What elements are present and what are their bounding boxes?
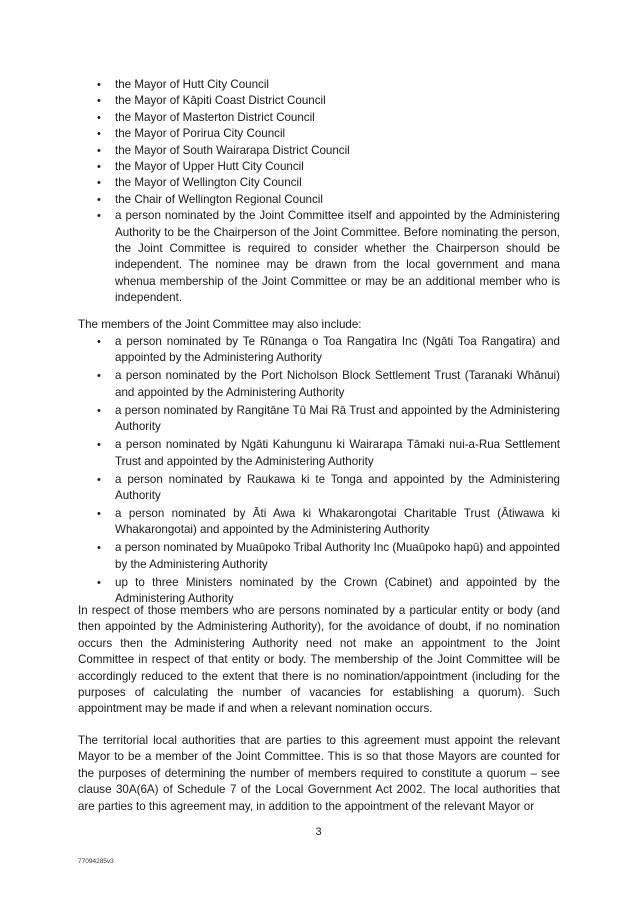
bullet-icon: • <box>97 508 101 521</box>
list-item: • a person nominated by the Port Nicholson Block Settlement Trust (Taranaki Whānui) and appointed by the Administering Authority <box>97 369 560 399</box>
list-item: • a person nominated by Muaūpoko Tribal Authority Inc (Muaūpoko hapū) and appointed by the Administering Authority <box>97 541 560 571</box>
bullet-icon: • <box>97 79 101 91</box>
bullet-icon: • <box>97 473 101 486</box>
mayor-appointment-paragraph: The territorial local authorities that are parties to this agreement must appoint the relevant Mayor to be a member of the Joint Committee. This is so that those Mayors are counted for the purposes of determining the number of members required to constitute a quorum – see clause 30A(6A) of Schedule 7 of the Local Government Act 2002. The local authorities that are parties to this agreement may, in addition to the appointment of the relevant Mayor or <box>78 734 560 813</box>
list-item: • up to three Ministers nominated by the Crown (Cabinet) and appointed by the Administering Authority <box>97 575 560 606</box>
bullet-icon: • <box>97 439 101 452</box>
list-item: • a person nominated by the Joint Committee itself and appointed by the Administering Authority to be the Chairperson of the Joint Committee. Before nominating the person, the Joint Committee is required to consider whether the Chairperson should be independent. The nominee may be drawn from the local government and mana whenua membership of the Joint Committee or may be an additional member who is independent. <box>97 209 560 305</box>
document-reference: 77094285v3 <box>78 858 114 865</box>
list-item: • the Mayor of Kāpiti Coast District Council <box>78 93 560 109</box>
optional-members-list <box>78 334 560 609</box>
list-item: • a person nominated by Rangitāne Tū Mai Rā Trust and appointed by the Administering Authority <box>97 403 560 434</box>
optional-members-intro: The members of the Joint Committee may also include: <box>78 318 362 331</box>
list-item: • the Mayor of Upper Hutt City Council <box>78 159 560 175</box>
list-item: • the Mayor of South Wairarapa District Council <box>78 143 560 159</box>
bullet-icon: • <box>97 177 101 190</box>
bullet-icon: • <box>97 404 101 417</box>
list-item: • the Mayor of Hutt City Council <box>78 77 560 93</box>
bullet-icon: • <box>97 336 101 348</box>
list-item: • a person nominated by Āti Awa ki Whakarongotai Charitable Trust (Ātiwawa ki Whakarongotai) and appointed by the Administering Authority <box>97 507 560 537</box>
list-item: • the Mayor of Wellington City Council <box>78 175 560 191</box>
bullet-icon: • <box>97 128 101 141</box>
bullet-icon: • <box>97 542 101 555</box>
bullet-icon: • <box>97 111 101 124</box>
list-item: • the Mayor of Porirua City Council <box>78 126 560 142</box>
bullet-icon: • <box>97 210 101 223</box>
bullet-icon: • <box>97 193 101 206</box>
nomination-paragraph: In respect of those members who are persons nominated by a particular entity or body (and then appointed by the Administering Authority), for the avoidance of doubt, if no nomination occurs then the Administering Authority need not make an appointment to the Joint Committee in respect of that entity or body. The membership of the Joint Committee will be accordingly reduced to the extent that there is no nomination/appointment (including for the purposes of calculating the number of vacancies for establishing a quorum). Such appointment may be made if and when a relevant nomination occurs. <box>78 604 560 716</box>
list-item: • the Mayor of Masterton District Council <box>78 110 560 126</box>
list-item: • a person nominated by Raukawa ki te Tonga and appointed by the Administering Authority <box>97 472 560 503</box>
page-number: 3 <box>315 826 322 838</box>
list-item: • the Chair of Wellington Regional Council <box>78 192 560 208</box>
bullet-icon: • <box>97 576 101 589</box>
membership-list <box>78 77 560 307</box>
list-item: • a person nominated by Te Rūnanga o Toa Rangatira Inc (Ngāti Toa Rangatira) and appointed by the Administering Authority <box>97 335 560 365</box>
bullet-icon: • <box>97 161 101 174</box>
bullet-icon: • <box>97 95 101 108</box>
list-item: • a person nominated by Ngāti Kahungunu ki Wairarapa Tāmaki nui-a-Rua Settlement Trust and appointed by the Administering Authority <box>97 438 560 468</box>
bullet-icon: • <box>97 370 101 383</box>
bullet-icon: • <box>97 144 101 157</box>
